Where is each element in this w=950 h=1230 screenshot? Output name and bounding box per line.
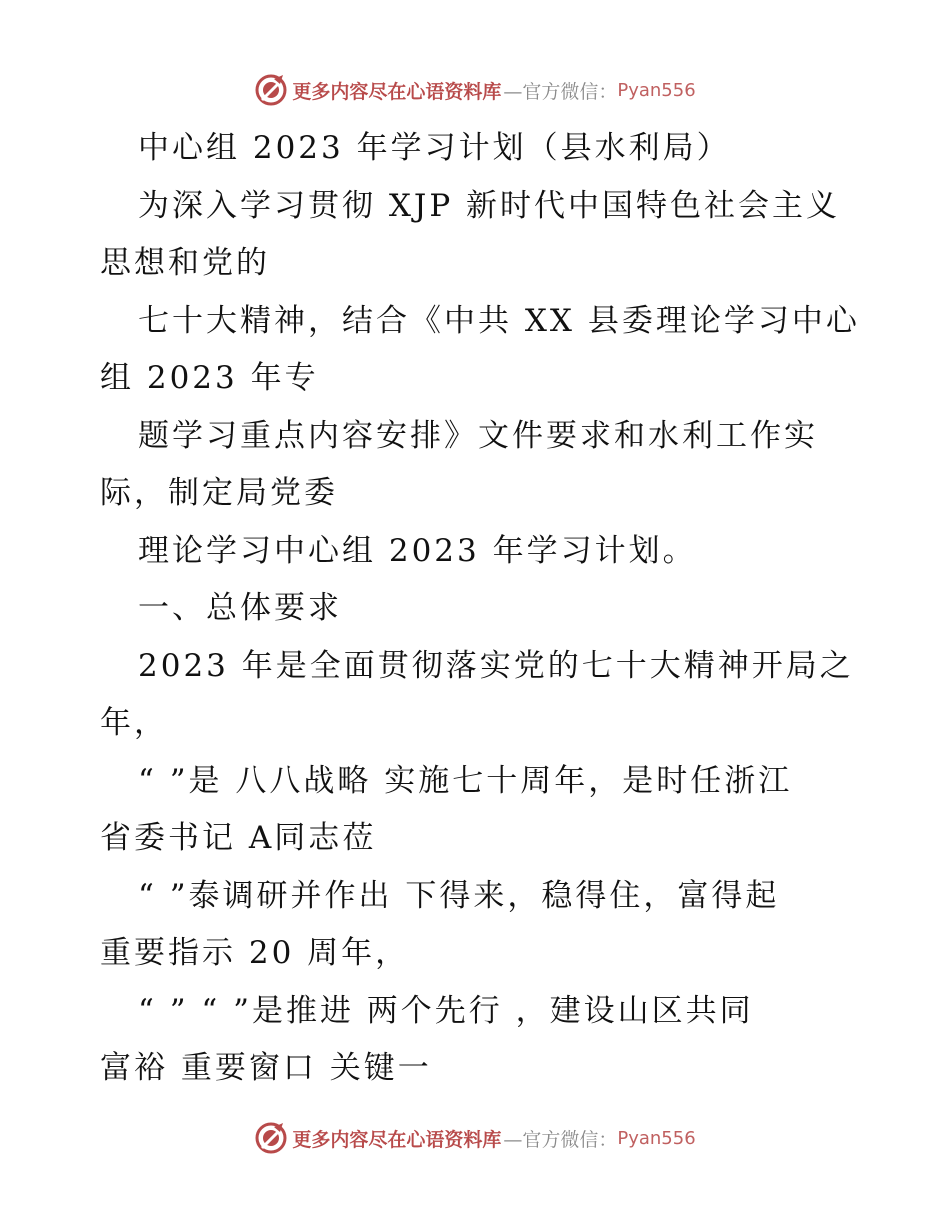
document-line: 2023 年是全面贯彻落实党的七十大精神开局之 xyxy=(138,647,854,684)
document-line: 题学习重点内容安排》文件要求和水利工作实 xyxy=(138,417,818,454)
header-watermark xyxy=(0,70,950,110)
document-line: 一、总体要求 xyxy=(138,590,342,626)
watermark-brand-text: 更多内容尽在心语资料库 xyxy=(292,1128,502,1151)
document-body xyxy=(100,120,860,1098)
document-line: “ ”泰调研并作出 下得来，稳得住，富得起 xyxy=(138,877,780,914)
document-line: 七十大精神，结合《中共 XX 县委理论学习中心 xyxy=(138,302,860,339)
brand-logo-icon xyxy=(254,73,288,107)
watermark-separator-text: —官方微信： xyxy=(503,1128,618,1151)
document-line: “ ” “ ”是推进 两个先行 ，建设山区共同 xyxy=(138,992,754,1029)
document-line: “ ”是 八八战略 实施七十周年，是时任浙江 xyxy=(138,762,793,799)
document-line: 际，制定局党委 xyxy=(100,475,338,511)
document-line: 为深入学习贯彻 XJP 新时代中国特色社会主义 xyxy=(138,187,841,224)
document-line: 理论学习中心组 2023 年学习计划。 xyxy=(138,532,697,569)
watermark-brand-text: 更多内容尽在心语资料库 xyxy=(292,80,502,103)
document-line: 年， xyxy=(100,705,168,741)
document-line: 富裕 重要窗口 关键一 xyxy=(100,1050,432,1086)
watermark-wechat-id: Pyan556 xyxy=(617,79,696,101)
footer-watermark xyxy=(0,1118,950,1158)
document-line: 省委书记 A同志莅 xyxy=(100,820,377,856)
watermark-separator-text: —官方微信： xyxy=(503,80,618,103)
document-line: 中心组 2023 年学习计划（县水利局） xyxy=(138,130,731,166)
brand-logo-icon xyxy=(254,1121,288,1155)
document-line: 思想和党的 xyxy=(100,245,270,281)
watermark-wechat-id: Pyan556 xyxy=(617,1127,696,1149)
document-line: 重要指示 20 周年， xyxy=(100,935,410,971)
document-line: 组 2023 年专 xyxy=(100,360,319,396)
